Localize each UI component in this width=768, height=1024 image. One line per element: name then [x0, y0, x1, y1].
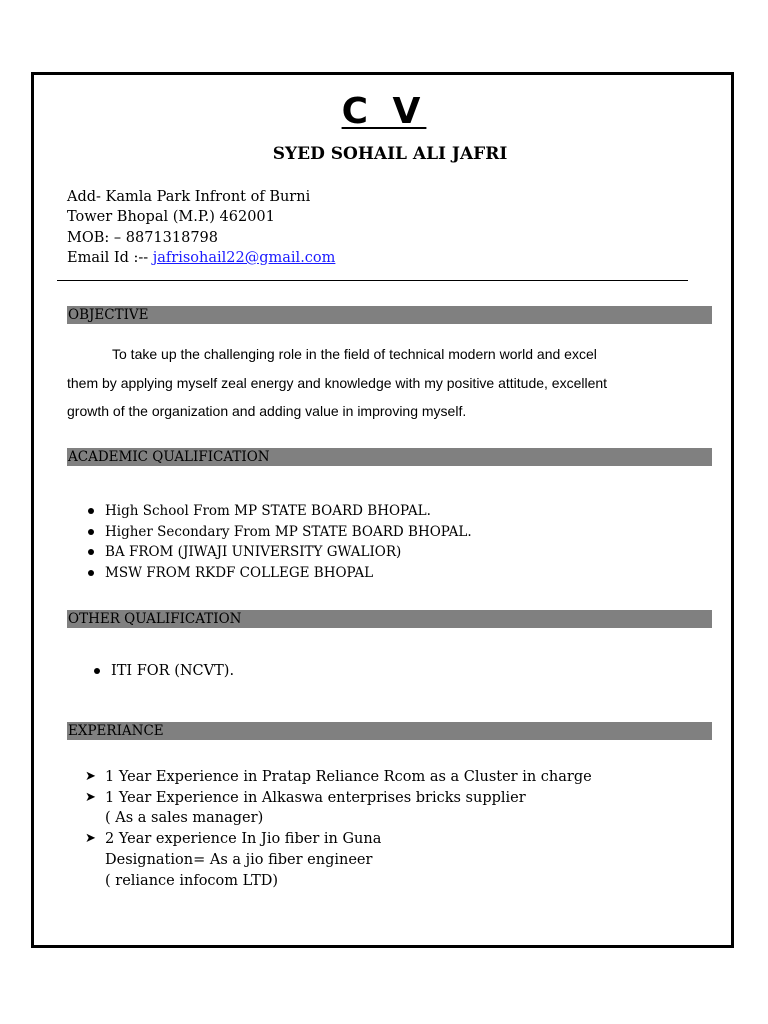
arrow-bullet-icon: ➤ [85, 789, 96, 805]
objective-heading: OBJECTIVE [67, 306, 712, 324]
email-label: Email Id :-- [67, 249, 153, 266]
experience-role: ( As a sales manager) [105, 810, 264, 827]
contact-block [67, 187, 335, 268]
bullet-icon [88, 570, 94, 576]
objective-line-1: To take up the challenging role in the field of technical modern world and excel [112, 346, 597, 362]
list-item: ITI FOR (NCVT). [91, 661, 234, 682]
document-title: C V [341, 91, 427, 132]
bullet-icon [88, 508, 94, 514]
other-qualification-heading: OTHER QUALIFICATION [67, 610, 712, 628]
arrow-bullet-icon: ➤ [85, 769, 96, 784]
candidate-name: SYED SOHAIL ALI JAFRI [272, 144, 508, 164]
experience-heading: EXPERIANCE [67, 722, 712, 740]
list-item: Higher Secondary From MP STATE BOARD BHOPAL. [85, 522, 472, 543]
list-item: ➤ 1 Year Experience in Pratap Reliance Rcom as a Cluster in charge [85, 767, 592, 788]
email-line [67, 248, 335, 268]
objective-line-3: growth of the organization and adding value in improving myself. [67, 403, 467, 419]
academic-heading: ACADEMIC QUALIFICATION [67, 448, 712, 466]
objective-line-2: them by applying myself zeal energy and knowledge with my positive attitude, excellent [67, 374, 608, 391]
academic-list [85, 501, 472, 583]
list-item: ➤ 2 Year experience In Jio fiber in Guna Designation= As a jio fiber engineer ( reliance infocom LTD) [85, 829, 592, 891]
experience-designation: Designation= As a jio fiber engineer [105, 851, 373, 868]
bullet-icon [94, 668, 100, 674]
arrow-bullet-icon: ➤ [85, 831, 96, 847]
list-item: High School From MP STATE BOARD BHOPAL. [85, 501, 472, 522]
email-link[interactable]: jafrisohail22@gmail.com [152, 249, 336, 266]
objective-paragraph [67, 340, 717, 426]
other-qualification-list [91, 661, 234, 682]
experience-list [85, 767, 592, 891]
mobile-number: MOB: – 8871318798 [67, 229, 218, 246]
list-item: BA FROM (JIWAJI UNIVERSITY GWALIOR) [85, 542, 472, 563]
list-item: MSW FROM RKDF COLLEGE BHOPAL [85, 563, 472, 584]
address-line-1: Add- Kamla Park Infront of Burni [67, 189, 311, 205]
experience-company: ( reliance infocom LTD) [105, 872, 279, 889]
bullet-icon [88, 549, 94, 555]
address-line-2: Tower Bhopal (M.P.) 462001 [67, 209, 275, 226]
bullet-icon [88, 529, 94, 535]
list-item: ➤ 1 Year Experience in Alkaswa enterprises bricks supplier ( As a sales manager) [85, 788, 592, 829]
header-divider [57, 280, 688, 281]
